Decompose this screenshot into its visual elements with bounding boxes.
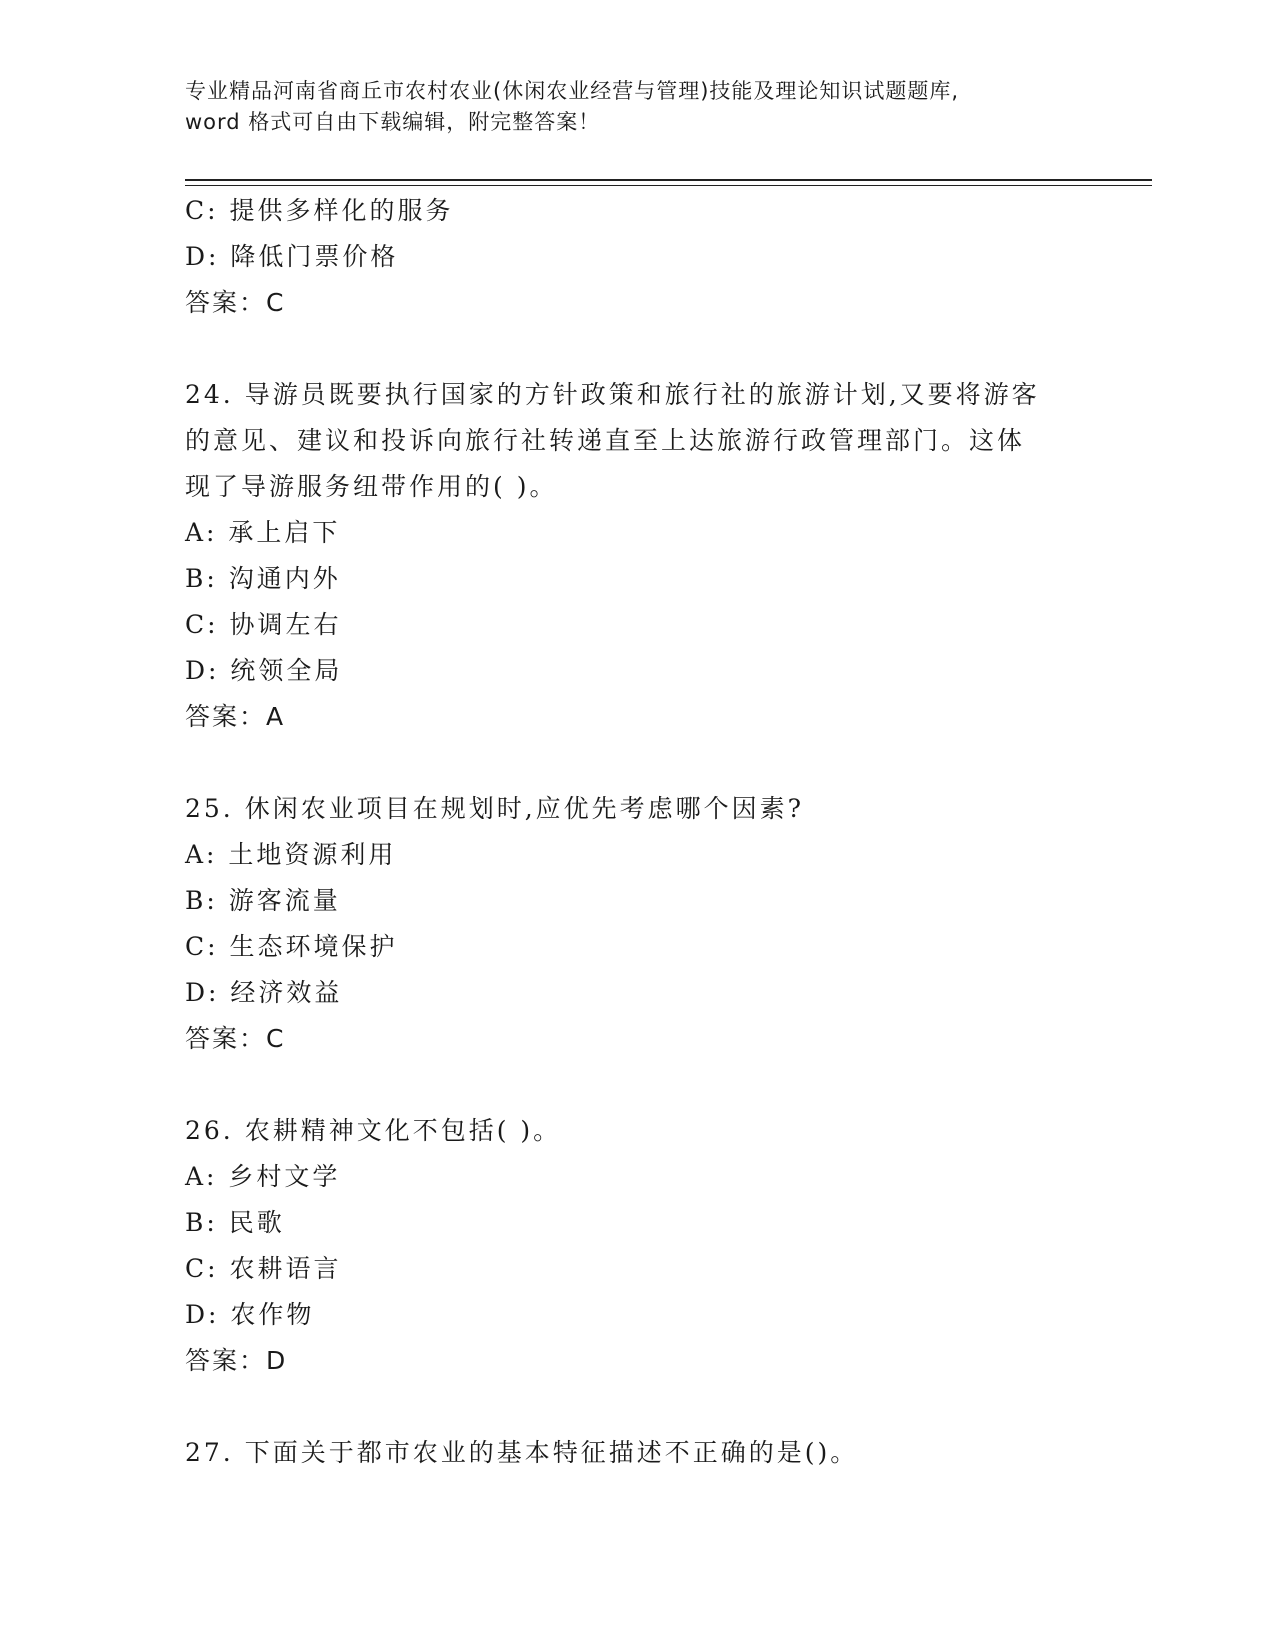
answer-line: 答案：C [185,288,286,317]
option-line: C: 提供多样化的服务 [185,196,454,225]
document-header [185,76,1085,138]
option-line: B: 游客流量 [185,886,341,915]
option-line: B: 民歌 [185,1208,285,1237]
option-line: A: 承上启下 [185,518,341,547]
option-line: D: 降低门票价格 [185,242,399,271]
question-text-line: 27. 下面关于都市农业的基本特征描述不正确的是()。 [185,1438,859,1467]
question-26 [185,1108,1105,1384]
option-line: C: 农耕语言 [185,1254,342,1283]
question-content [185,188,1105,1476]
answer-line: 答案：A [185,702,286,731]
question-text-line: 现了导游服务纽带作用的( )。 [185,472,558,501]
carryover-question [185,188,1105,326]
option-line: C: 生态环境保护 [185,932,398,961]
answer-line: 答案：C [185,1024,286,1053]
question-text-line: 25. 休闲农业项目在规划时,应优先考虑哪个因素? [185,794,805,823]
header-rule-thin [185,185,1152,186]
option-line: A: 乡村文学 [185,1162,341,1191]
option-line: D: 统领全局 [185,656,343,685]
spacer [185,740,1105,786]
option-line: D: 农作物 [185,1300,315,1329]
question-24 [185,372,1105,740]
question-25 [185,786,1105,1062]
option-line: B: 沟通内外 [185,564,341,593]
option-line: C: 协调左右 [185,610,342,639]
spacer [185,1384,1105,1430]
header-rule-thick [185,179,1152,181]
answer-line: 答案：D [185,1346,288,1375]
question-text-line: 的意见、建议和投诉向旅行社转递直至上达旅游行政管理部门。这体 [185,426,1026,455]
question-text-line: 26. 农耕精神文化不包括( )。 [185,1116,562,1145]
header-title-line: 专业精品河南省商丘市农村农业(休闲农业经营与管理)技能及理论知识试题题库, [185,79,960,103]
question-text-line: 24. 导游员既要执行国家的方针政策和旅行社的旅游计划,又要将游客 [185,380,1040,409]
option-line: A: 土地资源利用 [185,840,397,869]
spacer [185,326,1105,372]
header-subtitle-line: word 格式可自由下载编辑，附完整答案！ [185,110,601,134]
question-27 [185,1430,1105,1476]
spacer [185,1062,1105,1108]
option-line: D: 经济效益 [185,978,343,1007]
